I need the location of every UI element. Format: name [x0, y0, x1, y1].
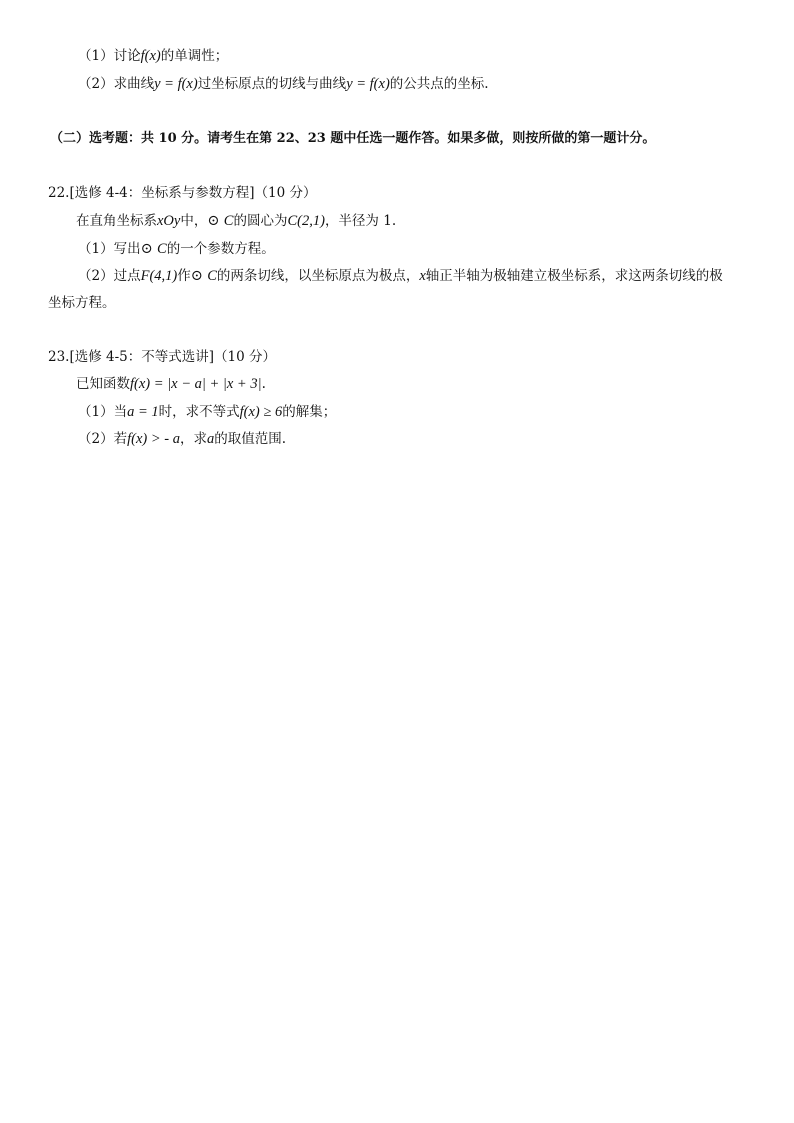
q23-stem-suffix: . — [261, 376, 266, 392]
q23-title: 23.[选修 4-5：不等式选讲]（10 分） — [48, 349, 277, 365]
q22-part1-c: C — [157, 241, 167, 257]
q21-part2-suffix: 的公共点的坐标. — [389, 76, 489, 92]
q23-stem — [76, 375, 266, 393]
q22-stem — [76, 212, 396, 230]
q21-part1-prefix: （1）讨论 — [78, 48, 141, 64]
q23-part2-mid: ，求 — [179, 431, 207, 447]
q23-part1-ineq: f(x) ≥ 6 — [239, 404, 283, 420]
q22-part2-point: F(4,1) — [140, 268, 178, 284]
q22-part2-suffix: 轴正半轴为极轴建立极坐标系，求这两条切线的极 — [425, 268, 723, 284]
q23-part2-ineq: f(x) > - a — [127, 431, 180, 447]
q22-part2-x: x — [419, 268, 426, 284]
q21-part1-suffix: 的单调性； — [160, 48, 229, 64]
circle-dot-symbol: ⊙ — [190, 268, 203, 284]
q22-stem-mid2: 的圆心为 — [233, 213, 288, 229]
q22-part1-suffix: 的一个参数方程。 — [166, 241, 275, 257]
q22-title: 22.[选修 4-4：坐标系与参数方程]（10 分） — [48, 185, 317, 201]
q21-part2-eq2: y = f(x) — [346, 76, 390, 92]
q23-part2-suffix: 的取值范围. — [214, 431, 287, 447]
q22-stem-c: C — [223, 213, 234, 229]
q23-part1-mid: 时，求不等式 — [158, 404, 240, 420]
q22-stem-center: C(2,1) — [287, 213, 325, 229]
q23-part1 — [78, 403, 336, 421]
q22-stem-prefix: 在直角坐标系 — [76, 213, 157, 229]
q21-part2-prefix: （2）求曲线 — [78, 76, 155, 92]
q22-stem-xoy: xOy — [157, 213, 181, 229]
q22-stem-mid1: 中， — [180, 213, 208, 229]
q23-stem-prefix: 已知函数 — [76, 376, 130, 392]
q22-part2-prefix: （2）过点 — [78, 268, 141, 284]
q21-part1-fx: f(x) — [140, 48, 161, 64]
q22-part2-mid2: 的两条切线，以坐标原点为极点， — [216, 268, 420, 284]
q23-part2-a: a — [206, 431, 215, 447]
q21-part2-mid: 过坐标原点的切线与曲线 — [197, 76, 347, 92]
circle-dot-symbol: ⊙ — [140, 241, 153, 257]
q21-part1 — [78, 47, 228, 65]
q23-stem-func: f(x) = |x − a| + |x + 3| — [130, 376, 262, 392]
q22-part2-continued: 坐标方程。 — [48, 295, 116, 311]
section2-heading: （二）选考题：共 10 分。请考生在第 22、23 题中任选一题作答。如果多做，则按所做的第一题计分。 — [50, 131, 656, 146]
q22-part2-c: C — [207, 268, 217, 284]
q22-part1-prefix: （1）写出 — [78, 241, 141, 257]
q23-part1-suffix: 的解集； — [282, 404, 337, 420]
q22-stem-suffix: ，半径为 1. — [324, 213, 397, 229]
q21-part2 — [78, 75, 489, 93]
q23-part1-cond: a = 1 — [127, 404, 159, 420]
q22-part1 — [78, 240, 275, 258]
q23-part2-prefix: （2）若 — [78, 431, 128, 447]
q21-part2-eq1: y = f(x) — [154, 76, 198, 92]
q23-part2 — [78, 430, 286, 448]
q22-part2-mid1: 作 — [177, 268, 191, 284]
q22-part2 — [78, 267, 723, 285]
q23-part1-prefix: （1）当 — [78, 404, 128, 420]
circle-dot-symbol: ⊙ — [207, 213, 220, 229]
